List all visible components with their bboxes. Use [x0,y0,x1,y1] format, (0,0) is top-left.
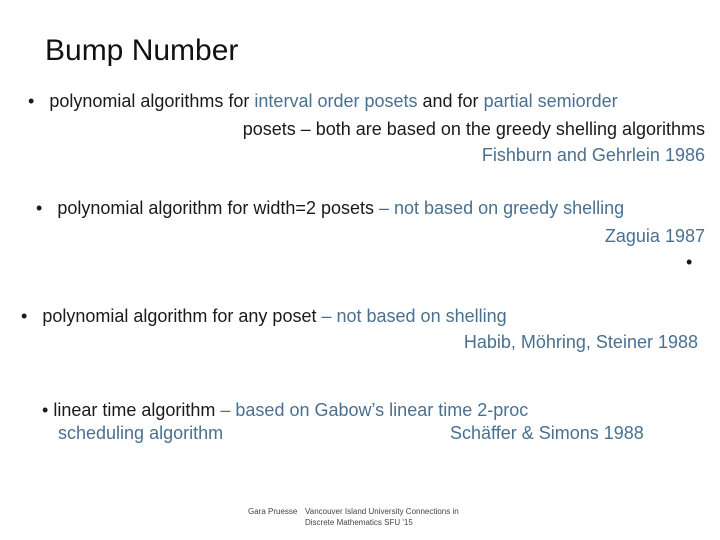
bullet-4-line-1 [42,400,528,421]
bullet-4-text-c: based on Gabow’s linear time 2-proc [235,400,529,420]
footer-author: Gara Pruesse [248,507,298,516]
bullet-icon: • [21,306,28,326]
footer-venue-line-2: Discrete Mathematics SFU '15 [305,518,413,527]
bullet-2-line [36,198,624,219]
bullet-2-text-c: not based on greedy shelling [394,198,625,218]
bullet-4-text-a: linear time algorithm [53,400,216,420]
bullet-4-dash: – [215,400,236,420]
bullet-3-dash: – [316,306,337,326]
footer-venue-line-1: Vancouver Island University Connections in [305,507,459,516]
bullet-1-line-1 [28,91,618,112]
bullet-3-citation: Habib, Möhring, Steiner 1988 [463,332,698,352]
bullet-4-line-2: scheduling algorithm [58,423,224,443]
bullet-2-dash: – [374,198,395,218]
bullet-1-line-2: posets – both are based on the greedy shelling algorithms [242,119,705,139]
bullet-1-citation: Fishburn and Gehrlein 1986 [481,145,705,165]
bullet-4-citation: Schäffer & Simons 1988 [450,423,644,443]
bullet-3-line [21,306,507,327]
empty-bullet-icon: • [686,252,693,272]
bullet-icon: • [36,198,43,218]
bullet-icon: • [42,400,49,420]
bullet-1-text-b: interval order posets [254,91,418,111]
bullet-1-text-d: partial semiorder [483,91,618,111]
bullet-3-text-a: polynomial algorithm for any poset [42,306,317,326]
slide-title: Bump Number [45,34,239,67]
bullet-2-text-a: polynomial algorithm for width=2 posets [57,198,374,218]
bullet-2-citation: Zaguia 1987 [604,226,705,246]
bullet-1-text-a: polynomial algorithms for [49,91,255,111]
bullet-1-text-c: and for [417,91,484,111]
bullet-icon: • [28,91,35,111]
bullet-3-text-c: not based on shelling [336,306,507,326]
